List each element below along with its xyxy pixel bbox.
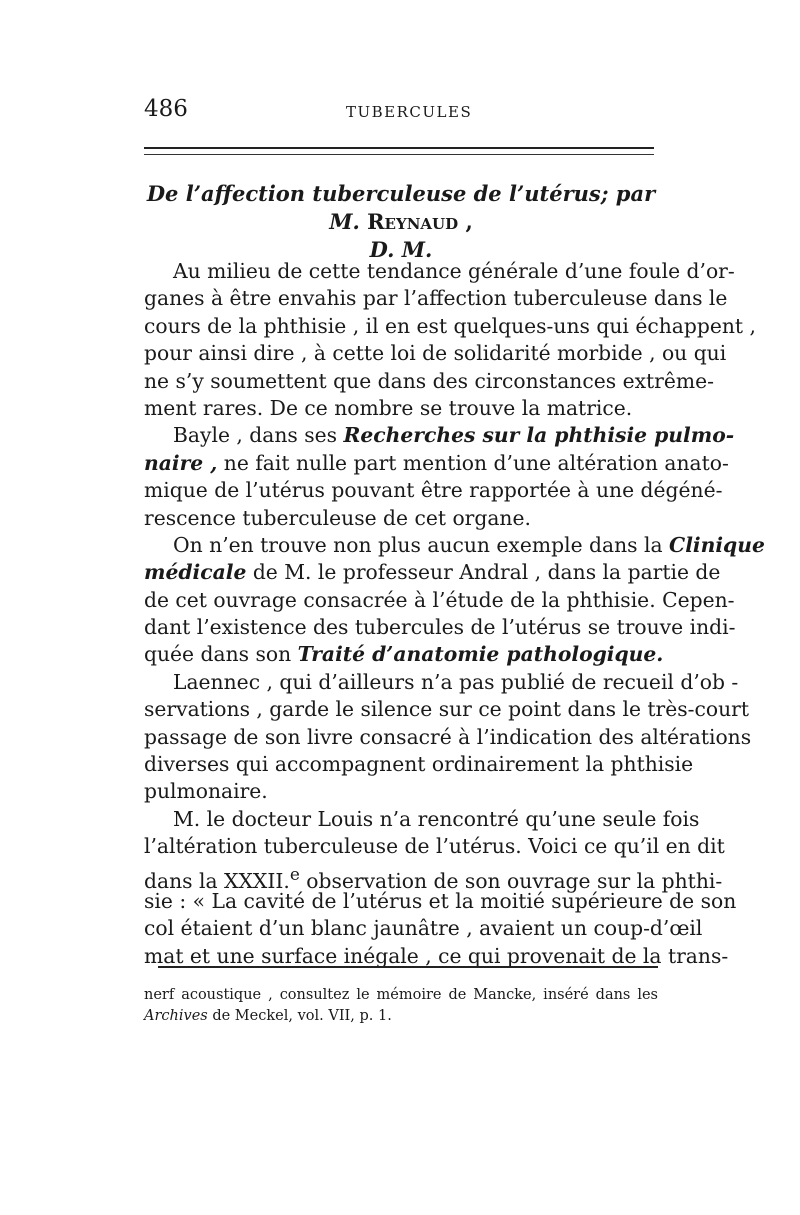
text-line <box>144 861 723 893</box>
text-run: On n’en trouve non plus aucun exemple dans la <box>173 532 663 557</box>
article-title <box>144 180 658 264</box>
text-run: ne fait nulle part mention d’une altération anato- <box>223 450 729 475</box>
text-line: diverses qui accompagnent ordinairement la phthisie <box>144 752 694 777</box>
text-line: rescence tuberculeuse de cet organe. <box>144 505 531 530</box>
text-line: dant l’existence des tubercules de l’utérus se trouve indi- <box>144 615 736 640</box>
superscript: e <box>289 863 300 884</box>
header-rule-thin <box>144 154 654 155</box>
header-rule-thick <box>144 147 654 149</box>
text-line: servations , garde le silence sur ce point dans le très-court <box>144 697 749 722</box>
text-run: observation de son ouvrage sur la phthi- <box>306 868 723 893</box>
text-run: Bayle , dans ses <box>173 423 338 448</box>
text-line <box>144 422 735 449</box>
italic-title: médicale <box>144 560 247 585</box>
title-text: De l’affection tuberculeuse de l’utérus; par M. <box>146 181 656 234</box>
text-line: de cet ouvrage consacrée à l’étude de la phthisie. Cepen- <box>144 587 735 612</box>
footnote-line <box>144 1006 658 1027</box>
text-line: ganes à être envahis par l’affection tuberculeuse dans le <box>144 286 728 311</box>
text-line: l’altération tuberculeuse de l’utérus. Voici ce qu’il en dit <box>144 834 725 859</box>
text-line: Au milieu de cette tendance générale d’une foule d’or- <box>173 259 735 283</box>
page-number: 486 <box>144 96 188 122</box>
text-line: M. le docteur Louis n’a rencontré qu’une seule fois <box>173 806 700 831</box>
text-run: dans la XXXII. <box>144 868 290 893</box>
footnote-rule <box>158 966 658 968</box>
footnote <box>144 985 658 1027</box>
text-line: Laennec , qui d’ailleurs n’a pas publié de recueil d’ob - <box>173 669 739 694</box>
text-line: mique de l’utérus pouvant être rapportée à une dégéné- <box>144 478 723 503</box>
text-run: quée dans son <box>144 642 292 667</box>
text-line: col étaient d’un blanc jaunâtre , avaient un coup-d’œil <box>144 916 703 941</box>
text-line: cours de la phthisie , il en est quelques-uns qui échappent , <box>144 313 756 338</box>
text-line: pour ainsi dire , à cette loi de solidarité morbide , ou qui <box>144 341 727 366</box>
text-line <box>144 450 729 477</box>
text-run: de M. le professeur Andral , dans la partie de <box>252 560 721 585</box>
text-line: sie : « La cavité de l’utérus et la moitié supérieure de son <box>144 888 737 913</box>
text-line <box>144 532 765 559</box>
italic-title: Archives <box>144 1008 208 1024</box>
text-line: mat et une surface inégale , ce qui provenait de la trans- <box>144 943 729 968</box>
text-line <box>144 641 664 668</box>
italic-title: naire , <box>144 450 218 475</box>
footnote-line: nerf acoustique , consultez le mémoire de Mancke, inséré dans les <box>144 987 658 1003</box>
title-author: Reynaud , <box>367 209 473 234</box>
text-line: ne s’y soumettent que dans des circonstances extrême- <box>144 368 714 393</box>
italic-title: Clinique <box>669 532 765 557</box>
text-run: de Meckel, vol. VII, p. 1. <box>212 1008 392 1024</box>
italic-title: Traité d’anatomie pathologique. <box>297 642 664 667</box>
text-line: pulmonaire. <box>144 779 268 804</box>
body-text <box>144 258 765 970</box>
running-title: TUBERCULES <box>346 103 473 121</box>
text-line <box>144 559 721 586</box>
title-degree: D. M. <box>369 237 433 262</box>
italic-title: Recherches sur la phthisie pulmo- <box>343 423 735 448</box>
text-line: passage de son livre consacré à l’indication des altérations <box>144 724 752 749</box>
text-line: ment rares. De ce nombre se trouve la matrice. <box>144 395 633 420</box>
running-header <box>0 96 800 132</box>
